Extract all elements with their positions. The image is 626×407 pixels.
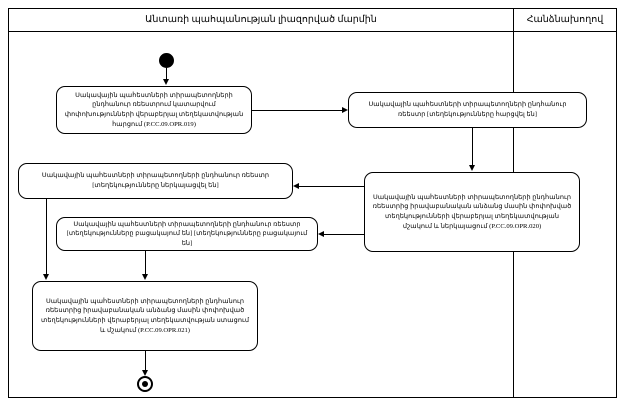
activity-node-receive-and-process[interactable] bbox=[32, 281, 258, 351]
initial-node-icon bbox=[159, 53, 174, 68]
state-node-registry-provided-label: Սակավային պահեստների տիրապետողների ընդհանուր ռեեստր [տեղեկությունները ներկայացվել են] bbox=[41, 172, 270, 189]
edge-d-to-e bbox=[324, 234, 364, 235]
swimlane-header-left: Անտառի պահպանության լիազորված մարմին bbox=[145, 15, 377, 25]
activity-node-request-info-label: Սակավային պահեստների տիրապետողների ընդհանուր ռեեստրում կատարվում փոփոխությունների վերաբերյալ տեղեկատվության հարցում (P.CC.09.OPR.019) bbox=[64, 91, 244, 128]
edge-a-to-b bbox=[252, 110, 342, 111]
swimlane-header-divider bbox=[9, 31, 616, 32]
edge-e-to-f bbox=[145, 251, 146, 275]
arrowhead-d-to-c bbox=[293, 183, 299, 189]
activity-node-receive-and-process-label: Սակավային պահեստների տիրապետողների ընդհանուր ռեեստրից իրավաբանական անձանց մասին փոփոխված տեղեկությունների վերաբերյալ տեղեկատվության ստացում և մշակում (P.CC.09.OPR.021) bbox=[40, 297, 250, 334]
state-node-registry-absent[interactable] bbox=[56, 217, 318, 251]
swimlane-header-right: Հանձնախողով bbox=[526, 15, 604, 25]
final-node-icon bbox=[137, 376, 153, 392]
edge-d-to-c bbox=[299, 186, 364, 187]
arrowhead-c-to-f bbox=[43, 274, 49, 280]
state-node-registry-requested[interactable] bbox=[348, 92, 587, 128]
arrowhead-e-to-f bbox=[142, 274, 148, 280]
activity-node-process-and-submit[interactable] bbox=[364, 172, 580, 252]
activity-node-process-and-submit-label: Սակավային պահեստների տիրապետողների ընդհանուր ռեեստրից իրավաբանական անձանց մասին փոփոխված տեղեկությունների վերաբերյալ տեղեկատվության մշակում և ներկայացում (P.CC.09.OPR.020) bbox=[372, 193, 572, 230]
edge-c-to-f bbox=[46, 199, 47, 275]
activity-node-request-info[interactable] bbox=[56, 86, 252, 134]
edge-f-to-end bbox=[145, 351, 146, 371]
arrowhead-d-to-e bbox=[318, 231, 324, 237]
arrowhead-b-to-d bbox=[469, 165, 475, 171]
state-node-registry-provided[interactable] bbox=[18, 163, 293, 199]
edge-b-to-d bbox=[472, 128, 473, 166]
state-node-registry-requested-label: Սակավային պահեստների տիրապետողների ընդհանուր ռեեստր [տեղեկությունները հարցվել են] bbox=[368, 101, 567, 118]
arrowhead-start-to-a bbox=[163, 79, 169, 85]
state-node-registry-absent-label: Սակավային պահեստների տիրապետողների ընդհանուր ռեեստր [տեղեկությունները բացակայում են] [տեղեկությունները բացակայում են] bbox=[66, 220, 308, 247]
